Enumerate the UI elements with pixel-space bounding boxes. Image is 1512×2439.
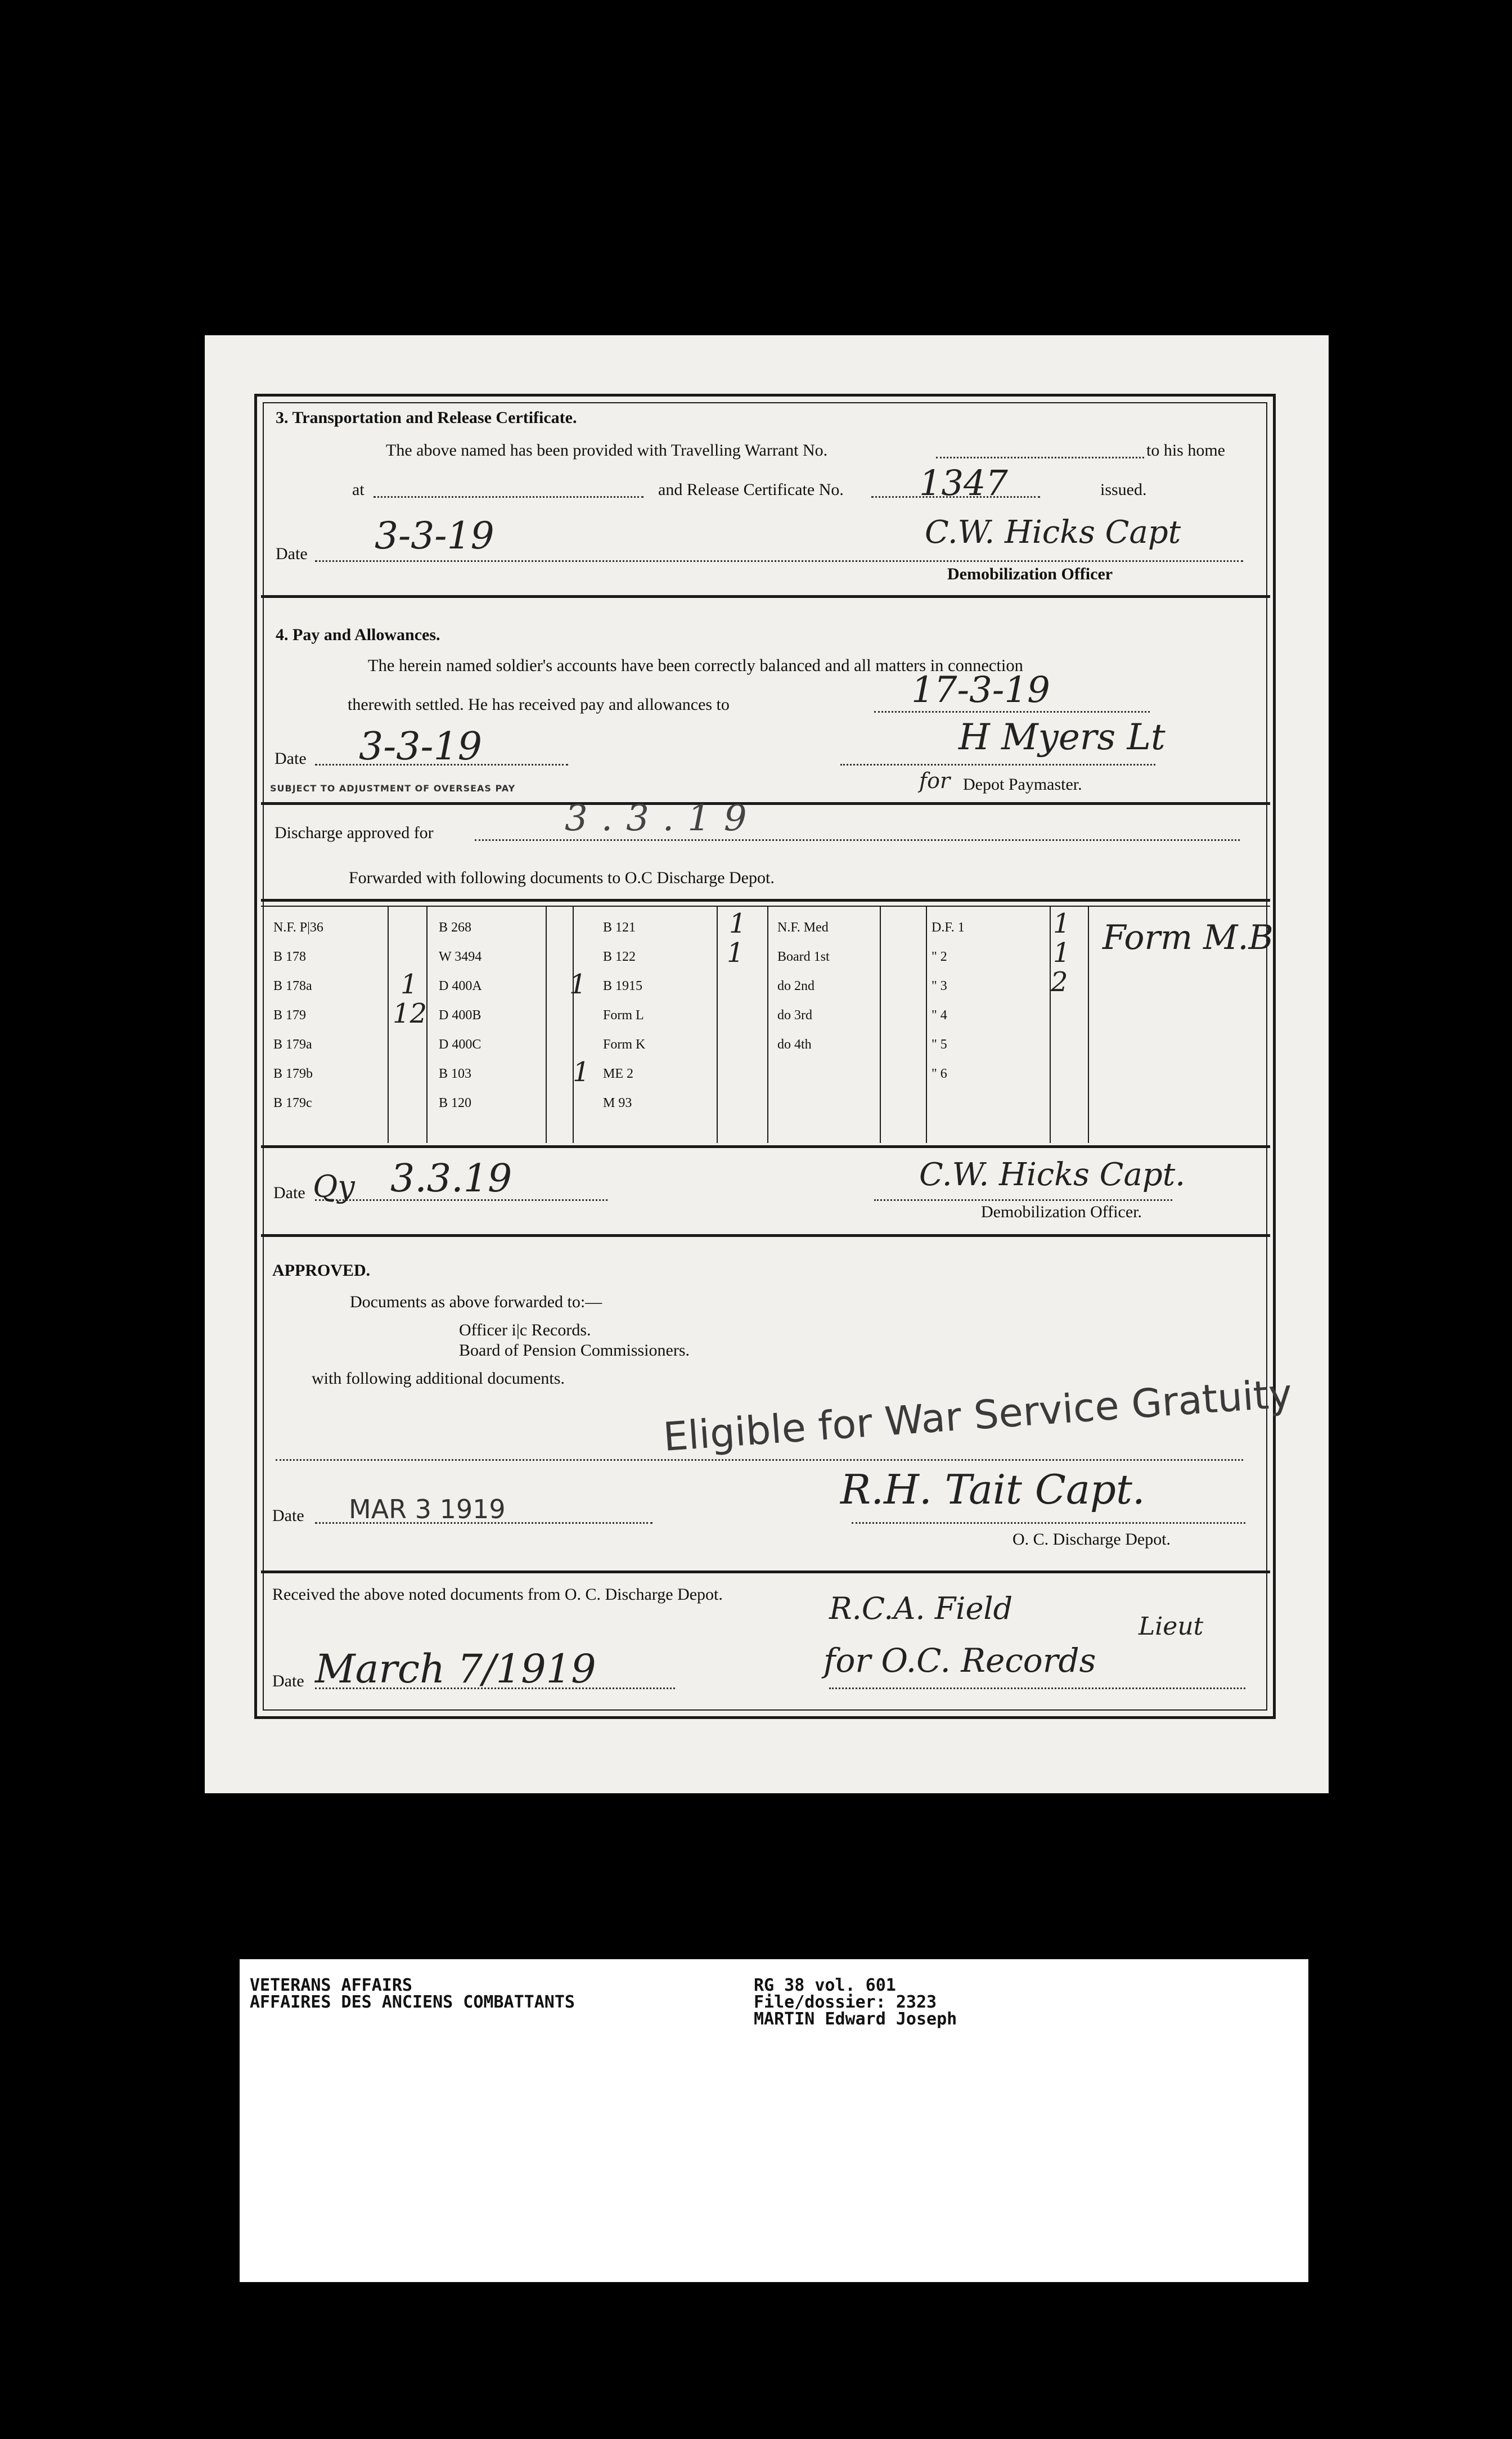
doc-cell: B 121 [603,920,636,935]
doc-cell: " 3 [932,979,947,993]
doc-cell: D 400B [439,1008,482,1023]
records-signature-3: for O.C. Records [824,1641,1096,1680]
doc-cell: B 178a [273,979,312,993]
doc-cell: B 179 [273,1008,307,1023]
demob-officer-signature: C.W. Hicks Capt. [919,1156,1185,1193]
section4-line1: The herein named soldier's accounts have been correctly balanced and all matters in connection [368,656,1023,675]
doc-cell: do 4th [777,1037,812,1052]
doc-cell: " 6 [932,1066,947,1081]
doc-cell: B 179c [273,1096,312,1110]
approved-date-label: Date [272,1506,304,1525]
hand-mark: 2 [1051,966,1068,998]
approved-line1: Documents as above forwarded to:— [350,1293,602,1311]
doc-cell: B 1915 [603,979,643,993]
overseas-pay-stamp: SUBJECT TO ADJUSTMENT OF OVERSEAS PAY [270,783,516,794]
doc-cell: Form L [603,1008,644,1023]
hand-mark: 1 [1053,937,1070,969]
archive-label-card [240,1959,1308,2282]
doc-cell: " 4 [932,1008,947,1023]
doc-cell: B 268 [439,920,472,935]
paymaster-for: for [919,768,951,793]
section3-at-label: at [352,480,364,499]
card-right-line1: RG 38 vol. 601 [754,1976,896,1995]
doc-cell: B 122 [603,950,636,964]
discharge-depot-signature: R.H. Tait Capt. [840,1466,1145,1513]
demob-date-label: Date [273,1184,305,1202]
received-line: Received the above noted documents from O. C. Discharge Depot. [272,1585,723,1604]
section3-officer-signature: C.W. Hicks Capt [925,514,1181,551]
approved-line3: Board of Pension Commissioners. [459,1341,690,1360]
section3-date-value: 3-3-19 [375,514,494,557]
card-right-line2: File/dossier: 2323 [754,1992,937,2012]
records-signature-1: R.C.A. Field [829,1591,1013,1626]
section4-date-label: Date [274,749,307,768]
doc-cell: D.F. 1 [932,920,965,935]
paymaster-label: Depot Paymaster. [963,775,1082,794]
hand-mark: 1 [569,969,587,1000]
doc-cell: D 400A [439,979,482,993]
doc-cell: " 2 [932,950,947,964]
doc-cell: B 179a [273,1037,312,1052]
demob-date-value: 3.3.19 [390,1156,512,1201]
doc-cell: " 5 [932,1037,947,1052]
release-certificate-number: 1347 [919,462,1008,503]
doc-cell: N.F. P|36 [273,920,323,935]
doc-cell: B 178 [273,950,307,964]
card-left-line2: AFFAIRES DES ANCIENS COMBATTANTS [250,1992,575,2012]
records-signature-2: Lieut [1138,1612,1204,1641]
approved-heading: APPROVED. [272,1261,371,1280]
doc-cell: do 3rd [777,1008,812,1023]
doc-cell: D 400C [439,1037,482,1052]
doc-cell: ME 2 [603,1066,633,1081]
hand-mark: 1 [400,969,418,1000]
section3-line1: The above named has been provided with Travelling Warrant No. [386,441,828,460]
section3-release-label: and Release Certificate No. [658,480,844,499]
card-left-line1: VETERANS AFFAIRS [250,1976,412,1995]
hand-mark: 1 [729,908,746,939]
received-date-value: March 7/1919 [315,1646,596,1692]
doc-cell: B 120 [439,1096,472,1110]
demob-officer-label: Demobilization Officer. [981,1203,1142,1221]
paid-to-date: 17-3-19 [911,669,1050,711]
doc-cell: Board 1st [777,950,830,964]
doc-cell: W 3494 [439,950,482,964]
doc-cell: B 103 [439,1066,472,1081]
section3-heading: 3. Transportation and Release Certificate. [276,408,577,427]
section3-issued-label: issued. [1100,480,1147,499]
hand-mark: 1 [727,937,744,969]
document-page [205,335,1329,1793]
approved-line2: Officer i|c Records. [459,1321,591,1339]
hand-mark: 1 [573,1056,590,1088]
eligible-stamp: Eligible for War Service Gratuity [662,1370,1294,1460]
doc-cell: B 179b [273,1066,313,1081]
approved-date-stamp: MAR 3 1919 [349,1494,506,1524]
forwarded-label: Forwarded with following documents to O.C Discharge Depot. [349,868,775,887]
section3-date-label: Date [276,544,308,563]
card-right-line3: MARTIN Edward Joseph [754,2009,957,2029]
section4-heading: 4. Pay and Allowances. [276,626,440,644]
received-date-label: Date [272,1672,304,1690]
section3-line1-end: to his home [1146,441,1225,460]
doc-cell: M 93 [603,1096,632,1110]
doc-cell: N.F. Med [777,920,829,935]
discharge-date-value: 3.3.19 [565,798,760,839]
paymaster-signature: H Myers Lt [958,717,1166,758]
demob-date-prefix: Qy [313,1169,355,1204]
section3-officer-label: Demobilization Officer [947,565,1113,583]
discharge-depot-label: O. C. Discharge Depot. [1012,1530,1171,1549]
section4-date-value: 3-3-19 [359,724,483,769]
discharge-approved-label: Discharge approved for [274,824,434,842]
hand-mark: 12 [393,998,428,1029]
doc-cell: Form K [603,1037,646,1052]
section4-line2: therewith settled. He has received pay and allowances to [348,695,730,714]
hand-mark: 1 [1053,908,1070,939]
hand-note: Form M.B [1102,918,1274,957]
doc-cell: do 2nd [777,979,814,993]
approved-line4: with following additional documents. [312,1369,565,1388]
